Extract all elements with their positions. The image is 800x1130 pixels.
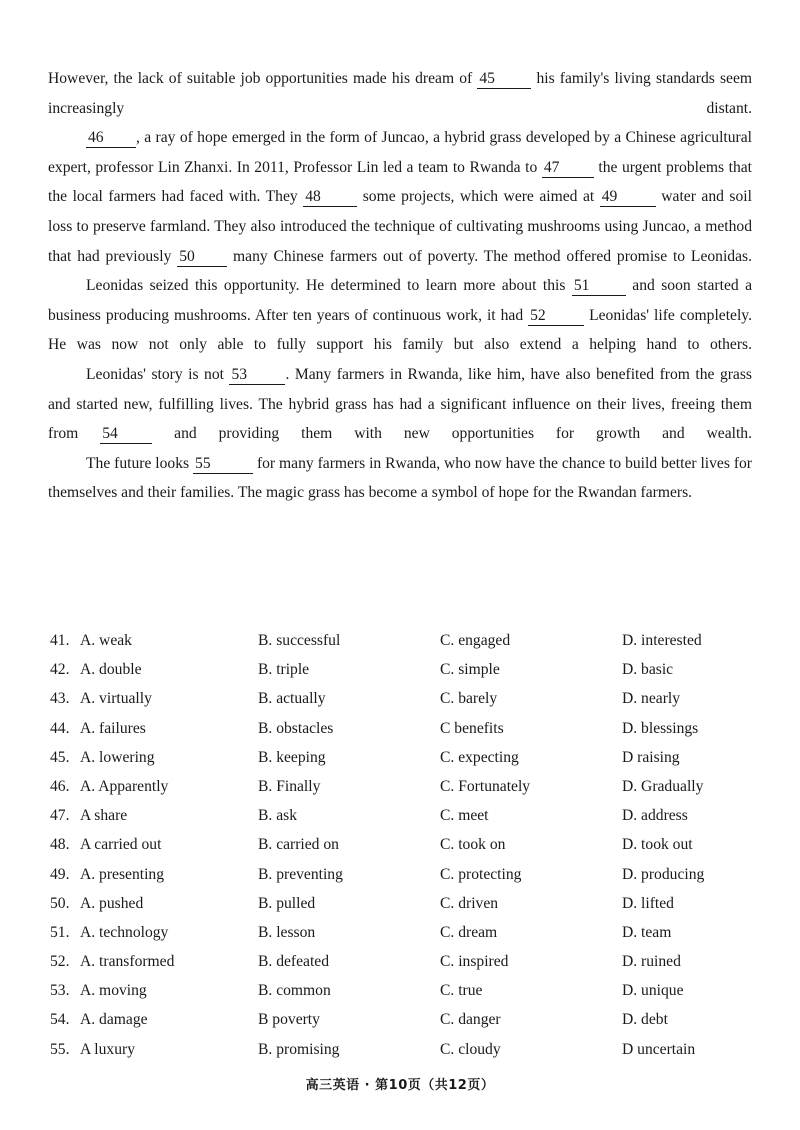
text: , a ray of hope emerged in the form of Juncao, a hybrid grass developed by a Chinese agricultural expert, professor Lin Zhanxi. In 2011, Professor Lin led a team to Rwanda to xyxy=(48,129,752,176)
text: water and soil loss to preserve farmland. They also introduced the technique of cultivating mushrooms using Juncao, a method that had previously xyxy=(48,188,752,265)
option-c: C. meet xyxy=(440,807,489,825)
option-b: B. preventing xyxy=(258,865,343,883)
option-b: B. lesson xyxy=(258,923,316,941)
option-b: B. triple xyxy=(258,661,310,679)
text: the urgent problems that the local farmers had faced with. They xyxy=(48,158,752,206)
question-number: 54. xyxy=(50,1011,70,1029)
question-number: 42. xyxy=(50,661,70,679)
option-d: D. unique xyxy=(622,982,684,1000)
option-b: B poverty xyxy=(258,1011,320,1029)
option-d: D. lifted xyxy=(622,894,674,912)
question-row xyxy=(48,1037,758,1066)
paragraph-1 xyxy=(48,64,752,123)
option-b: B. defeated xyxy=(258,953,330,971)
option-c: C. expecting xyxy=(440,748,519,766)
option-d: D. Gradually xyxy=(622,777,704,795)
blank-53: 53 xyxy=(229,366,285,385)
option-d: D. interested xyxy=(622,632,702,649)
option-a: A. transformed xyxy=(80,953,175,971)
blank-45: 45 xyxy=(477,70,531,89)
question-number: 52. xyxy=(50,953,70,971)
question-number: 41. xyxy=(50,632,70,649)
blank-49: 49 xyxy=(600,188,656,207)
question-row xyxy=(48,862,758,891)
question-row xyxy=(48,920,758,949)
text: Leonidas' story is not xyxy=(86,365,224,383)
text: . Many farmers in Rwanda, like him, have also benefited from the grass and started new, fulfilling lives. The hybrid grass has had a significant influence on their lives, freeing them from xyxy=(48,365,752,443)
question-number: 44. xyxy=(50,719,70,737)
text: his family's living standards seem increasingly distant. xyxy=(48,70,753,117)
option-d: D. nearly xyxy=(622,690,681,708)
question-number: 51. xyxy=(50,923,70,941)
option-b: B. Finally xyxy=(258,777,321,795)
blank-54: 54 xyxy=(100,425,152,444)
option-d: D. took out xyxy=(622,836,693,854)
question-number: 48. xyxy=(50,836,70,854)
option-c: C. cloudy xyxy=(440,1040,501,1058)
question-row xyxy=(48,628,758,657)
text: The future looks xyxy=(86,454,190,472)
option-d: D. blessings xyxy=(622,719,699,737)
option-b: B. common xyxy=(258,982,331,1000)
blank-48: 48 xyxy=(303,188,357,207)
question-row xyxy=(48,686,758,715)
answer-options xyxy=(48,628,758,1066)
option-c: C. took on xyxy=(440,836,506,854)
option-c: C. simple xyxy=(440,661,500,679)
text: and providing them with new opportunities for growth and wealth. xyxy=(174,425,753,443)
question-number: 50. xyxy=(50,894,70,912)
option-a: A. double xyxy=(80,661,142,679)
question-number: 46. xyxy=(50,777,70,795)
option-a: A. moving xyxy=(80,982,147,1000)
option-a: A share xyxy=(80,807,128,825)
text: However, the lack of suitable job opportunities made his dream of xyxy=(48,70,473,87)
option-a: A. lowering xyxy=(80,748,155,766)
option-d: D. basic xyxy=(622,661,674,679)
blank-52: 52 xyxy=(528,307,584,326)
option-a: A. weak xyxy=(80,632,132,649)
question-row xyxy=(48,949,758,978)
text: Leonidas seized this opportunity. He determined to learn more about this xyxy=(86,277,566,295)
option-c: C benefits xyxy=(440,719,504,737)
option-a: A carried out xyxy=(80,836,162,854)
text: Leonidas' life completely. He was now not only able to fully support his family but also extend a helping hand to others. xyxy=(48,306,752,354)
text: and soon started a business producing mushrooms. After ten years of continuous work, it had xyxy=(48,277,753,324)
question-number: 49. xyxy=(50,865,70,883)
option-a: A. failures xyxy=(80,719,146,737)
text: some projects, which were aimed at xyxy=(362,188,595,206)
option-b: B. keeping xyxy=(258,748,326,766)
question-number: 47. xyxy=(50,807,70,825)
option-c: C. danger xyxy=(440,1011,501,1029)
option-a: A. presenting xyxy=(80,865,165,883)
option-b: B. actually xyxy=(258,690,326,708)
question-number: 53. xyxy=(50,982,70,1000)
option-d: D. team xyxy=(622,923,672,941)
question-number: 43. xyxy=(50,690,70,708)
option-b: B. ask xyxy=(258,807,297,825)
option-a: A. technology xyxy=(80,923,169,941)
option-c: C. engaged xyxy=(440,632,511,649)
option-d: D raising xyxy=(622,748,680,766)
option-b: B. pulled xyxy=(258,894,316,912)
option-a: A. Apparently xyxy=(80,777,169,795)
page-footer: 高三英语 · 第10页（共12页） xyxy=(305,1078,495,1093)
option-d: D. address xyxy=(622,807,688,825)
question-number: 45. xyxy=(50,748,70,766)
question-row xyxy=(48,774,758,803)
option-c: C. driven xyxy=(440,894,499,912)
option-d: D. producing xyxy=(622,865,705,883)
option-a: A luxury xyxy=(80,1040,136,1058)
option-a: A. damage xyxy=(80,1011,148,1029)
option-d: D. debt xyxy=(622,1011,668,1029)
blank-46: 46 xyxy=(86,129,136,148)
text: for many farmers in Rwanda, who now have the chance to build better lives for themselves and their families. The magic grass has become a symbol of hope for the Rwandan farmers. xyxy=(48,454,753,502)
option-d: D uncertain xyxy=(622,1040,696,1058)
question-row xyxy=(48,1007,758,1036)
blank-50: 50 xyxy=(177,248,227,267)
paragraph-4 xyxy=(48,360,752,449)
question-number: 55. xyxy=(50,1040,70,1058)
option-b: B. carried on xyxy=(258,836,339,854)
option-d: D. ruined xyxy=(622,953,681,971)
blank-47: 47 xyxy=(542,159,594,178)
question-row xyxy=(48,832,758,861)
option-a: A. virtually xyxy=(80,690,152,708)
option-b: B. successful xyxy=(258,632,341,649)
paragraph-2 xyxy=(48,123,752,271)
question-row xyxy=(48,891,758,920)
text: many Chinese farmers out of poverty. The method offered promise to Leonidas. xyxy=(233,247,752,265)
option-c: C. barely xyxy=(440,690,498,708)
question-row xyxy=(48,803,758,832)
blank-51: 51 xyxy=(572,277,626,296)
question-row xyxy=(48,745,758,774)
option-c: C. dream xyxy=(440,923,498,941)
paragraph-3 xyxy=(48,271,752,360)
question-row xyxy=(48,716,758,745)
option-c: C. protecting xyxy=(440,865,522,883)
passage xyxy=(48,64,752,508)
question-row xyxy=(48,657,758,686)
question-row xyxy=(48,978,758,1007)
blank-55: 55 xyxy=(193,455,253,474)
option-c: C. inspired xyxy=(440,953,509,971)
option-b: B. promising xyxy=(258,1040,340,1058)
paragraph-5 xyxy=(48,449,752,508)
option-a: A. pushed xyxy=(80,894,144,912)
option-c: C. true xyxy=(440,982,483,1000)
option-c: C. Fortunately xyxy=(440,777,531,795)
option-b: B. obstacles xyxy=(258,719,334,737)
